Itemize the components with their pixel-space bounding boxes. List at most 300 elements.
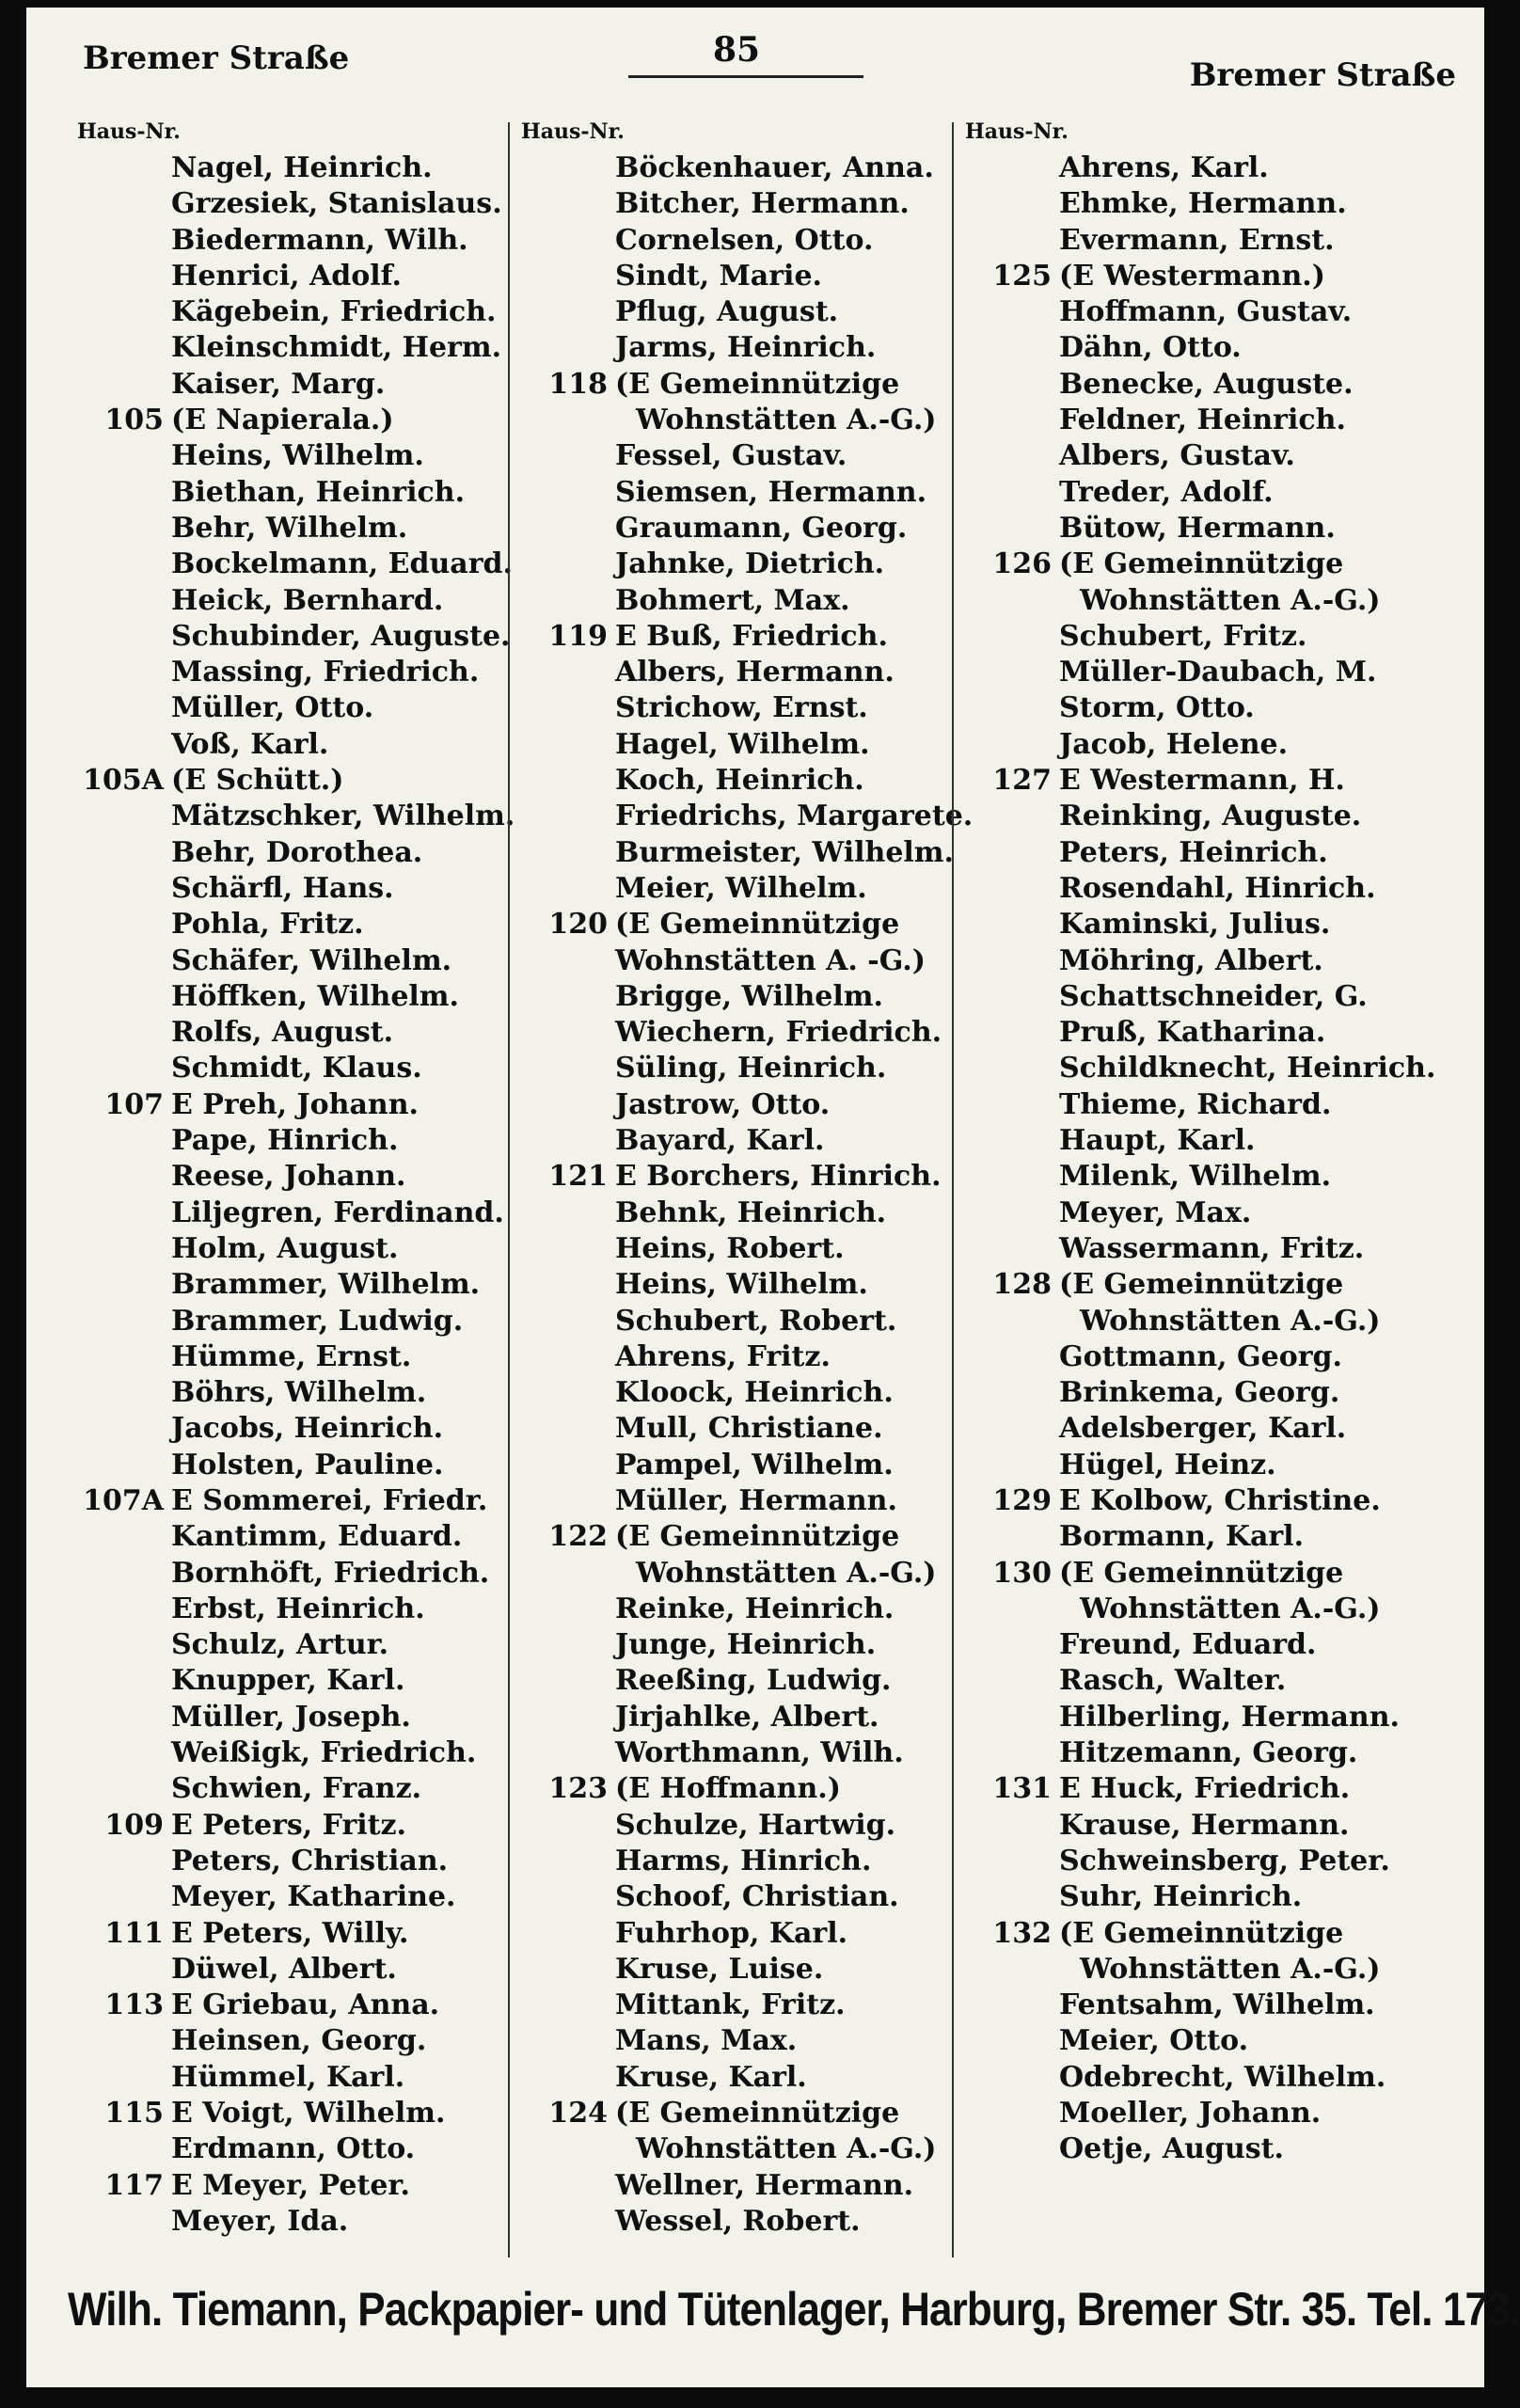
- directory-entry: [502, 259, 944, 294]
- resident-name: Behr, Wilhelm.: [171, 511, 408, 545]
- house-number: [58, 1159, 171, 1195]
- resident-name: Mull, Christiane.: [615, 1412, 883, 1446]
- resident-name: Kruse, Karl.: [615, 2060, 807, 2094]
- directory-entry: [946, 1700, 1400, 1735]
- house-number: [58, 907, 171, 943]
- directory-entry: [58, 835, 500, 871]
- resident-name: Benecke, Auguste.: [1059, 367, 1354, 401]
- directory-entry: [58, 2168, 500, 2204]
- resident-name: Pflug, August.: [615, 295, 839, 329]
- resident-name: Ahrens, Karl.: [1059, 151, 1269, 184]
- resident-name: Pampel, Wilhelm.: [615, 1448, 894, 1481]
- resident-name: Wassermann, Fritz.: [1059, 1231, 1365, 1265]
- resident-name: Erdmann, Otto.: [171, 2132, 416, 2166]
- directory-entry: [58, 1483, 500, 1519]
- house-number: [58, 1844, 171, 1879]
- resident-name: Odebrecht, Wilhelm.: [1059, 2060, 1386, 2094]
- house-number: [502, 583, 615, 619]
- house-number: [946, 1448, 1059, 1483]
- directory-entry: [58, 438, 500, 474]
- house-number: [946, 186, 1059, 222]
- resident-name: Peters, Heinrich.: [1059, 835, 1328, 869]
- directory-entry: [58, 1339, 500, 1375]
- directory-entry: [58, 871, 500, 907]
- house-number: [946, 403, 1059, 438]
- directory-entry: [58, 1196, 504, 1231]
- resident-name: Biedermann, Wilh.: [171, 223, 468, 257]
- directory-entry: [502, 1159, 944, 1195]
- house-number: [502, 511, 615, 547]
- house-number: [58, 186, 171, 222]
- directory-entry: [502, 438, 944, 474]
- resident-name: Gottmann, Georg.: [1059, 1339, 1342, 1373]
- directory-entry: [946, 1123, 1388, 1159]
- resident-name: Fuhrhop, Karl.: [615, 1916, 848, 1950]
- directory-entry: [946, 1339, 1388, 1375]
- house-number: [58, 511, 171, 547]
- house-number: [502, 438, 615, 474]
- resident-name: Reinke, Heinrich.: [615, 1592, 895, 1625]
- resident-name: Ehmke, Hermann.: [1059, 187, 1347, 221]
- house-number: [502, 1123, 615, 1159]
- resident-name: Suhr, Heinrich.: [1059, 1880, 1303, 1914]
- resident-name: Hügel, Heinz.: [1059, 1448, 1276, 1481]
- house-number: [946, 2060, 1059, 2096]
- house-number: [502, 475, 615, 511]
- house-number: [502, 1304, 615, 1339]
- resident-name: Voß, Karl.: [171, 727, 329, 761]
- directory-entry: [58, 1231, 500, 1267]
- resident-name: Ahrens, Fritz.: [615, 1339, 831, 1373]
- house-number: [58, 1879, 171, 1915]
- house-number: [502, 1700, 615, 1735]
- resident-name: Biethan, Heinrich.: [171, 475, 466, 509]
- directory-entry: [946, 1627, 1388, 1663]
- resident-name: Wohnstätten A.-G.): [636, 1556, 937, 1590]
- resident-name: E Peters, Willy.: [171, 1916, 409, 1950]
- house-number: [502, 871, 615, 907]
- resident-name: Milenk, Wilhelm.: [1059, 1160, 1332, 1194]
- house-number: [946, 619, 1059, 655]
- house-number: [946, 1159, 1059, 1195]
- resident-name: Möhring, Albert.: [1059, 943, 1323, 977]
- house-number: [502, 1448, 615, 1483]
- house-number: [502, 690, 615, 726]
- house-number: [502, 403, 615, 438]
- house-number: [946, 1808, 1059, 1844]
- house-number: [502, 150, 615, 186]
- resident-name: Henrici, Adolf.: [171, 259, 402, 293]
- house-number: [502, 1196, 615, 1231]
- resident-name: Worthmann, Wilh.: [615, 1736, 904, 1770]
- house-number: [946, 2131, 1059, 2167]
- directory-entry: [946, 979, 1388, 1015]
- directory-entry: [502, 511, 944, 547]
- house-number: [502, 1339, 615, 1375]
- directory-entry: [58, 1375, 500, 1411]
- directory-entry: [502, 1735, 944, 1771]
- house-number: [502, 1015, 615, 1051]
- resident-name: Hümme, Ernst.: [171, 1339, 412, 1373]
- directory-entry: [58, 223, 500, 259]
- resident-name: Haupt, Karl.: [1059, 1124, 1256, 1158]
- house-number: [946, 799, 1059, 834]
- directory-entry: [58, 1952, 500, 1988]
- house-number: [58, 1592, 171, 1627]
- house-number: [946, 907, 1059, 943]
- directory-entry: [502, 2204, 944, 2240]
- resident-name: Rasch, Walter.: [1059, 1664, 1287, 1698]
- resident-name: (E Gemeinnützige: [1059, 547, 1344, 581]
- resident-name: Rosendahl, Hinrich.: [1059, 871, 1376, 905]
- house-number: 121: [548, 1160, 608, 1194]
- resident-name: Mittank, Fritz.: [615, 1988, 846, 2022]
- resident-name: Heins, Wilhelm.: [615, 1268, 868, 1302]
- directory-entry: [502, 403, 944, 438]
- house-number: [58, 727, 171, 763]
- resident-name: E Buß, Friedrich.: [615, 619, 888, 653]
- directory-entry: [502, 1988, 944, 2023]
- house-number: [58, 1231, 171, 1267]
- resident-name: Bütow, Hermann.: [1059, 511, 1336, 545]
- house-number: 123: [548, 1772, 608, 1806]
- directory-entry: [946, 547, 1388, 582]
- house-number: [946, 1051, 1059, 1086]
- resident-name: (E Gemeinnützige: [615, 2097, 900, 2131]
- entry-list: [502, 150, 974, 2240]
- resident-name: E Peters, Fritz.: [171, 1808, 406, 1842]
- resident-name: Nagel, Heinrich.: [171, 151, 433, 184]
- resident-name: Wohnstätten A.-G.): [1080, 1304, 1381, 1338]
- resident-name: (E Westermann.): [1059, 259, 1325, 293]
- resident-name: Fentsahm, Wilhelm.: [1059, 1988, 1375, 2022]
- directory-entry: [502, 330, 944, 366]
- directory-entry: [58, 367, 500, 403]
- house-number: [946, 1663, 1059, 1699]
- house-number: [502, 1267, 615, 1303]
- directory-entry: [946, 150, 1388, 186]
- directory-entry: [502, 1700, 944, 1735]
- house-number: [946, 1879, 1059, 1915]
- resident-name: Jarms, Heinrich.: [615, 331, 877, 365]
- resident-name: Evermann, Ernst.: [1059, 223, 1335, 257]
- directory-entry: [502, 1015, 944, 1051]
- resident-name: Sindt, Marie.: [615, 259, 822, 293]
- house-number: [946, 1988, 1059, 2023]
- directory-entry: [946, 367, 1388, 403]
- house-number: [946, 1123, 1059, 1159]
- resident-name: Schulze, Hartwig.: [615, 1808, 896, 1842]
- resident-name: Liljegren, Ferdinand.: [171, 1196, 504, 1229]
- house-number: 117: [104, 2168, 164, 2202]
- resident-name: Heinsen, Georg.: [171, 2024, 427, 2058]
- header-rule: [628, 75, 863, 78]
- house-number: [946, 367, 1059, 403]
- resident-name: Oetje, August.: [1059, 2132, 1284, 2166]
- resident-name: Wiechern, Friedrich.: [615, 1016, 942, 1050]
- directory-entry: [502, 2131, 944, 2167]
- house-number: [502, 2204, 615, 2240]
- resident-name: Schwien, Franz.: [171, 1772, 422, 1806]
- house-number: [58, 1519, 171, 1555]
- footer-advertisement: Wilh. Tiemann, Packpapier- und Tütenlager, Harburg, Bremer Str. 35. Tel. 173.: [68, 2283, 1520, 2336]
- house-number: [502, 1988, 615, 2023]
- house-number: [58, 583, 171, 619]
- directory-entry: [502, 1844, 944, 1879]
- resident-name: Brinkema, Georg.: [1059, 1376, 1340, 1410]
- resident-name: (E Gemeinnützige: [615, 908, 900, 942]
- house-number: [946, 1952, 1059, 1988]
- directory-entry: [946, 583, 1388, 619]
- resident-name: Wohnstätten A.-G.): [1080, 1592, 1381, 1625]
- resident-name: Jacob, Helene.: [1059, 727, 1289, 761]
- resident-name: Schubert, Robert.: [615, 1304, 897, 1338]
- resident-name: Weißigk, Friedrich.: [171, 1736, 477, 1770]
- directory-entry: [946, 1879, 1388, 1915]
- house-number: [502, 1627, 615, 1663]
- house-number: [58, 1627, 171, 1663]
- directory-entry: [58, 583, 500, 619]
- house-number: [502, 1663, 615, 1699]
- directory-entry: [58, 1267, 500, 1303]
- directory-entry: [58, 1844, 500, 1879]
- house-number: [58, 1771, 171, 1807]
- directory-entry: [58, 2096, 500, 2131]
- house-number: 119: [548, 619, 608, 653]
- directory-entry: [502, 1483, 944, 1519]
- directory-entry: [502, 1879, 944, 1915]
- house-number: [946, 943, 1059, 979]
- directory-entry: [58, 330, 500, 366]
- directory-entry: [946, 619, 1388, 655]
- house-number: [946, 2023, 1059, 2059]
- house-number: [58, 1411, 171, 1447]
- resident-name: Bormann, Karl.: [1059, 1520, 1305, 1554]
- house-number: 126: [992, 547, 1052, 581]
- resident-name: Cornelsen, Otto.: [615, 223, 874, 257]
- house-number: [946, 1304, 1059, 1339]
- directory-entry: [946, 1304, 1388, 1339]
- directory-entry: [58, 1159, 500, 1195]
- directory-entry: [502, 547, 944, 582]
- directory-entry: [502, 727, 944, 763]
- directory-entry: [502, 186, 944, 222]
- house-number: [946, 979, 1059, 1015]
- page-number: 85: [713, 30, 761, 70]
- directory-entry: [502, 1556, 944, 1592]
- directory-entry: [946, 1988, 1388, 2023]
- house-number: 105: [104, 404, 164, 437]
- house-number: 118: [548, 367, 608, 401]
- resident-name: Meier, Otto.: [1059, 2024, 1249, 2058]
- house-number: [946, 690, 1059, 726]
- resident-name: Grzesiek, Stanislaus.: [171, 187, 502, 221]
- house-number: [58, 1304, 171, 1339]
- directory-entry: [946, 1375, 1388, 1411]
- resident-name: (E Hoffmann.): [615, 1772, 841, 1806]
- resident-name: Moeller, Johann.: [1059, 2097, 1322, 2131]
- resident-name: Burmeister, Wilhelm.: [615, 835, 954, 869]
- house-number: [502, 330, 615, 366]
- resident-name: Böhrs, Wilhelm.: [171, 1376, 427, 1410]
- house-number: [946, 1844, 1059, 1879]
- house-number: [58, 2131, 171, 2167]
- resident-name: (E Gemeinnützige: [1059, 1556, 1344, 1590]
- column-1: [58, 113, 515, 2240]
- directory-entry: [58, 1519, 500, 1555]
- resident-name: Wellner, Hermann.: [615, 2168, 914, 2202]
- resident-name: Graumann, Georg.: [615, 511, 908, 545]
- column-3: [946, 113, 1436, 2168]
- resident-name: E Borchers, Hinrich.: [615, 1160, 942, 1194]
- house-number: [502, 294, 615, 330]
- resident-name: Brammer, Ludwig.: [171, 1304, 464, 1338]
- directory-entry: [502, 294, 944, 330]
- directory-entry: [946, 1231, 1388, 1267]
- directory-entry: [502, 1448, 944, 1483]
- house-number: 120: [548, 908, 608, 942]
- resident-name: Schäfer, Wilhelm.: [171, 943, 452, 977]
- resident-name: Thieme, Richard.: [1059, 1087, 1332, 1121]
- resident-name: Schoof, Christian.: [615, 1880, 899, 1914]
- directory-entry: [946, 2023, 1388, 2059]
- house-number: [58, 1556, 171, 1592]
- house-number: [946, 150, 1059, 186]
- resident-name: Peters, Christian.: [171, 1844, 449, 1877]
- directory-entry: [502, 1267, 944, 1303]
- resident-name: Storm, Otto.: [1059, 691, 1255, 725]
- entry-list: [946, 150, 1436, 2168]
- directory-entry: [946, 330, 1388, 366]
- resident-name: Wohnstätten A.-G.): [636, 404, 937, 437]
- house-number: [946, 1735, 1059, 1771]
- directory-entry: [58, 1051, 500, 1086]
- resident-name: Meier, Wilhelm.: [615, 871, 867, 905]
- directory-entry: [58, 1015, 500, 1051]
- directory-entry: [58, 763, 500, 799]
- resident-name: Hoffmann, Gustav.: [1059, 295, 1353, 329]
- resident-name: (E Gemeinnützige: [615, 1520, 900, 1554]
- resident-name: Wohnstätten A. -G.): [615, 943, 926, 977]
- house-number: [58, 1123, 171, 1159]
- directory-entry: [502, 2060, 944, 2096]
- directory-entry: [502, 1196, 944, 1231]
- directory-entry: [502, 1627, 944, 1663]
- directory-entry: [58, 727, 500, 763]
- directory-entry: [58, 186, 500, 222]
- house-number: [58, 1339, 171, 1375]
- house-number: [502, 2060, 615, 2096]
- directory-entry: [58, 1771, 500, 1807]
- resident-name: E Huck, Friedrich.: [1059, 1772, 1351, 1806]
- house-number: 107: [104, 1087, 164, 1121]
- resident-name: Heins, Wilhelm.: [171, 439, 424, 473]
- house-number: 115: [104, 2097, 164, 2131]
- house-number: [946, 330, 1059, 366]
- house-number: [946, 1196, 1059, 1231]
- house-number: [58, 259, 171, 294]
- resident-name: Behr, Dorothea.: [171, 835, 423, 869]
- resident-name: (E Gemeinnützige: [1059, 1268, 1344, 1302]
- house-number: [502, 763, 615, 799]
- resident-name: E Meyer, Peter.: [171, 2168, 410, 2202]
- resident-name: Bitcher, Hermann.: [615, 187, 910, 221]
- resident-name: Mans, Max.: [615, 2024, 798, 2058]
- directory-entry: [502, 835, 954, 871]
- directory-entry: [946, 763, 1388, 799]
- directory-entry: [58, 150, 500, 186]
- resident-name: Wessel, Robert.: [615, 2204, 861, 2238]
- house-number: [502, 1952, 615, 1988]
- directory-entry: [58, 799, 515, 834]
- directory-entry: [502, 2096, 944, 2131]
- house-number: [502, 799, 615, 834]
- resident-name: Kaminski, Julius.: [1059, 908, 1331, 942]
- directory-entry: [502, 1231, 944, 1267]
- house-number: [58, 871, 171, 907]
- directory-entry: [58, 1123, 500, 1159]
- directory-entry: [58, 547, 513, 582]
- directory-entry: [58, 1879, 500, 1915]
- directory-entry: [58, 1988, 500, 2023]
- house-number: [946, 1411, 1059, 1447]
- directory-entry: [58, 511, 500, 547]
- house-number: [946, 1592, 1059, 1627]
- resident-name: Strichow, Ernst.: [615, 691, 868, 725]
- house-number: 125: [992, 259, 1052, 293]
- directory-entry: [502, 1051, 944, 1086]
- directory-entry: [946, 1808, 1388, 1844]
- resident-name: Müller, Joseph.: [171, 1700, 411, 1734]
- house-number: [946, 1375, 1059, 1411]
- directory-entry: [946, 727, 1388, 763]
- house-number: [58, 979, 171, 1015]
- directory-entry: [58, 2060, 500, 2096]
- directory-entry: [946, 1663, 1388, 1699]
- directory-entry: [58, 1700, 500, 1735]
- directory-entry: [502, 799, 974, 834]
- house-number: [502, 1483, 615, 1519]
- directory-entry: [58, 403, 500, 438]
- house-number: [502, 979, 615, 1015]
- house-number: 122: [548, 1520, 608, 1554]
- house-number: [502, 1879, 615, 1915]
- directory-entry: [946, 294, 1388, 330]
- house-number: [946, 1627, 1059, 1663]
- house-number: [58, 690, 171, 726]
- directory-entry: [946, 1159, 1388, 1195]
- resident-name: Schattschneider, G.: [1059, 979, 1368, 1013]
- resident-name: Brigge, Wilhelm.: [615, 979, 883, 1013]
- house-number: [58, 943, 171, 979]
- resident-name: Dähn, Otto.: [1059, 331, 1242, 365]
- directory-entry: [58, 1627, 500, 1663]
- resident-name: Jacobs, Heinrich.: [171, 1412, 444, 1446]
- house-number: [58, 835, 171, 871]
- resident-name: Albers, Hermann.: [615, 656, 895, 689]
- house-number: [946, 1015, 1059, 1051]
- directory-entry: [946, 1916, 1388, 1952]
- house-number: [58, 655, 171, 690]
- resident-name: (E Napierala.): [171, 404, 394, 437]
- house-number: [502, 2131, 615, 2167]
- directory-entry: [58, 690, 500, 726]
- resident-name: Freund, Eduard.: [1059, 1628, 1317, 1662]
- resident-name: Schärfl, Hans.: [171, 871, 394, 905]
- directory-entry: [502, 367, 944, 403]
- house-number: [502, 655, 615, 690]
- house-number: 129: [992, 1483, 1052, 1517]
